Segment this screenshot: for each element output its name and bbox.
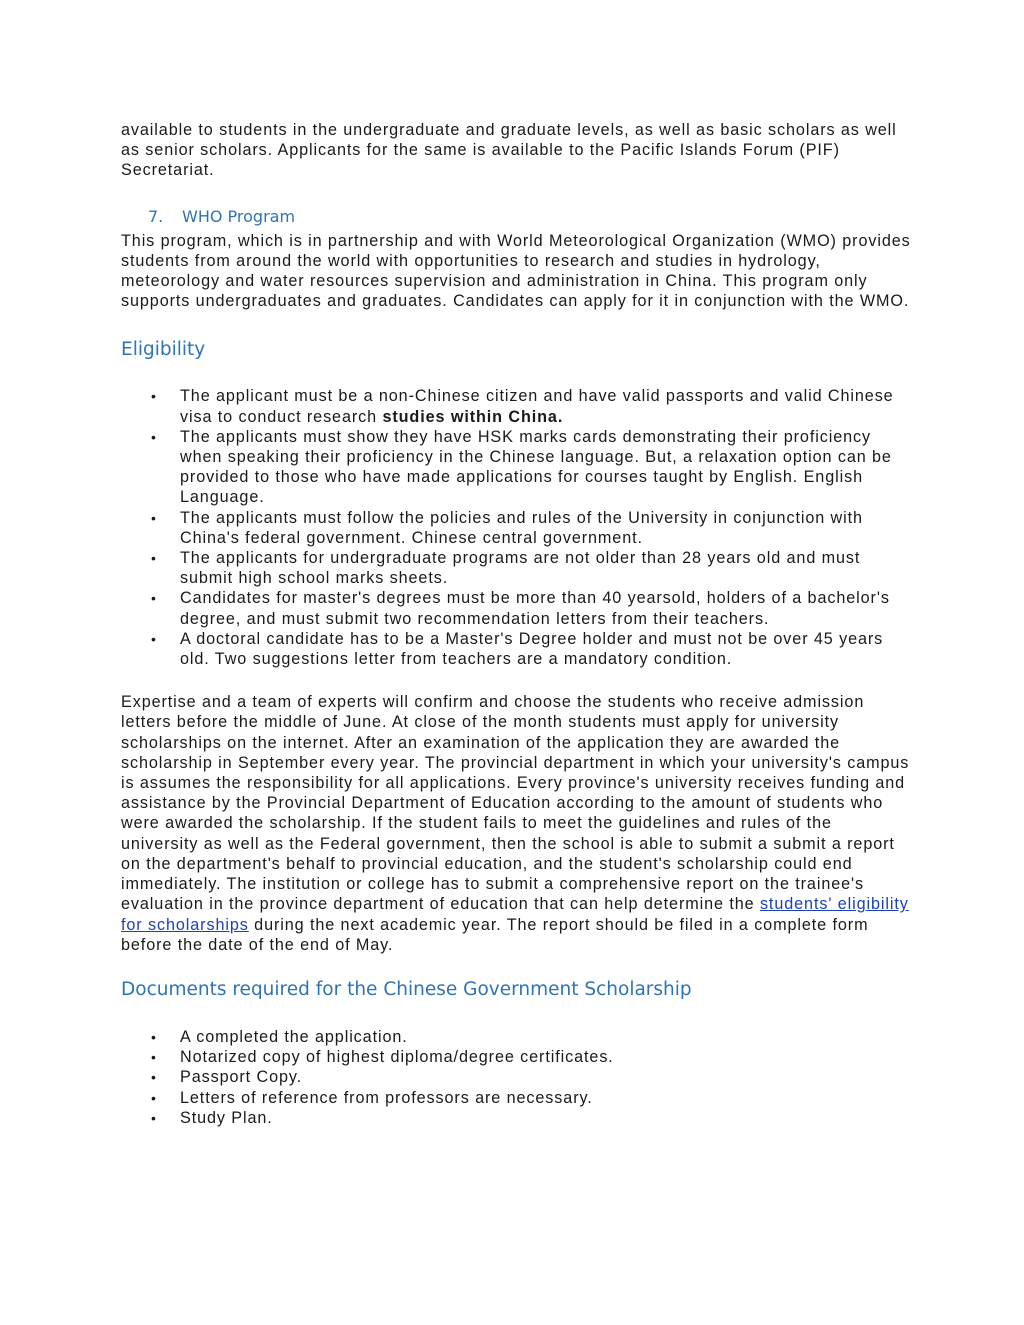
list-item-bold-text: studies within China. bbox=[382, 407, 564, 426]
list-item bbox=[121, 427, 911, 508]
list-item-text: The applicants must show they have HSK marks cards demonstrating their proficiency when speaking their proficiency in the Chinese language. But, a relaxation option can be provided to those who have made applications for courses taught by English. English Language. bbox=[180, 427, 892, 507]
intro-paragraph: available to students in the undergraduate and graduate levels, as well as basic scholars as well as senior scholars. Applicants for the same is available to the Pacific Islands Forum (PIF) Secretariat. bbox=[121, 121, 897, 180]
list-item-text: Letters of reference from professors are necessary. bbox=[180, 1088, 593, 1107]
selection-text-end: during the next academic year. The report should be filed in a complete form before the date of the end of May. bbox=[121, 915, 869, 954]
bullet-icon: • bbox=[151, 1069, 157, 1086]
documents-list bbox=[121, 1027, 911, 1128]
list-item bbox=[121, 1088, 911, 1108]
bullet-icon: • bbox=[151, 1089, 157, 1106]
bullet-icon: • bbox=[151, 1049, 157, 1066]
list-item bbox=[121, 548, 911, 588]
eligibility-list bbox=[121, 386, 911, 669]
list-item-text: Candidates for master's degrees must be more than 40 yearsold, holders of a bachelor's degree, and must submit two recommendation letters from their teachers. bbox=[180, 589, 890, 628]
list-item bbox=[121, 588, 911, 628]
bullet-icon: • bbox=[151, 428, 157, 445]
who-program-number: 7. bbox=[148, 206, 164, 226]
bullet-icon: • bbox=[151, 550, 157, 567]
list-item bbox=[121, 1108, 911, 1128]
document-page bbox=[121, 120, 911, 1128]
who-program-heading bbox=[121, 207, 911, 227]
selection-paragraph bbox=[121, 692, 911, 955]
documents-heading: Documents required for the Chinese Government Scholarship bbox=[121, 978, 692, 1000]
bullet-icon: • bbox=[151, 1028, 157, 1045]
who-program-title: WHO Program bbox=[182, 206, 296, 226]
bullet-icon: • bbox=[151, 1109, 157, 1126]
bullet-icon: • bbox=[151, 590, 157, 607]
list-item bbox=[121, 386, 911, 426]
list-item-text: Study Plan. bbox=[180, 1108, 273, 1127]
bullet-icon: • bbox=[151, 388, 157, 405]
list-item bbox=[121, 1067, 911, 1087]
list-item-text: The applicants must follow the policies and rules of the University in conjunction with China's federal government. Chinese central government. bbox=[180, 508, 863, 547]
list-item-text: Passport Copy. bbox=[180, 1068, 303, 1087]
eligibility-heading: Eligibility bbox=[121, 339, 206, 361]
list-item bbox=[121, 629, 911, 669]
list-item-text: The applicants for undergraduate programs are not older than 28 years old and must submit high school marks sheets. bbox=[180, 549, 861, 588]
bullet-icon: • bbox=[151, 509, 157, 526]
list-item-text: The applicant must be a non-Chinese citizen and have valid passports and valid Chinese visa to conduct research bbox=[180, 387, 894, 426]
list-item-text: A doctoral candidate has to be a Master's Degree holder and must not be over 45 years old. Two suggestions letter from teachers are a mandatory condition. bbox=[180, 629, 884, 669]
bullet-icon: • bbox=[151, 630, 157, 647]
who-program-paragraph: This program, which is in partnership and with World Meteorological Organization (WMO) provides students from around the world with opportunities to research and studies in hydrology, meteorology and water resources supervision and administration in China. This program only supports undergraduates and graduates. Candidates can apply for it in conjunction with the WMO. bbox=[121, 231, 911, 311]
list-item bbox=[121, 1027, 911, 1047]
list-item bbox=[121, 1047, 911, 1067]
list-item-text: A completed the application. bbox=[180, 1027, 408, 1046]
selection-text: Expertise and a team of experts will confirm and choose the students who receive admission letters before the middle of June. At close of the month students must apply for university scholarships on the internet. After an examination of the application they are awarded the scholarship in September every year. The provincial department in which your university's campus is assumes the responsibility for all applications. Every province's university receives funding and assistance by the Provincial Department of Education according to the amount of students who were awarded the scholarship. If the student fails to meet the guidelines and rules of the university as well as the Federal government, then the school is able to submit a submit a report on the department's behalf to provincial education, and the student's scholarship could end immediately. The institution or college has to submit a comprehensive report on the trainee's evaluation in the province department of education that can help determine the bbox=[121, 693, 910, 914]
eligibility-link[interactable]: students' eligibility for scholarships bbox=[121, 895, 909, 934]
list-item-text: Notarized copy of highest diploma/degree certificates. bbox=[180, 1048, 614, 1067]
list-item bbox=[121, 508, 911, 548]
